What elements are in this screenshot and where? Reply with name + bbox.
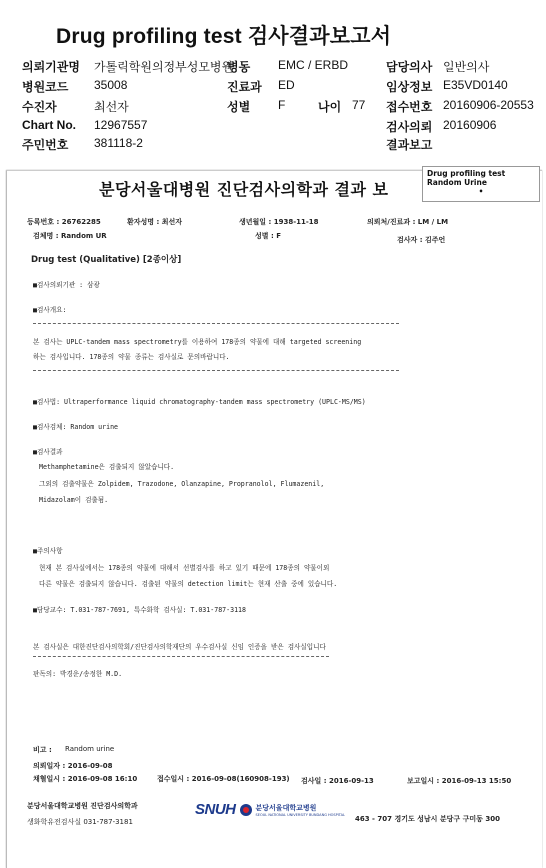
caution-line-2: 다른 약물은 검출되지 않습니다. 검출된 약물의 detection limit는 현재 산출 중에 있습니다. <box>39 580 338 588</box>
snuh-wordmark: SNUH <box>195 801 236 818</box>
overview-line-1: 본 검사는 UPLC-tandem mass spectrometry를 이용하여 178종의 약물에 대해 targeted screening <box>33 338 362 346</box>
divider <box>33 370 399 371</box>
patient-value: 최선자 <box>94 100 129 114</box>
result-report-label: 결과보고 <box>386 138 433 152</box>
hospital-code-label: 병원코드 <box>22 80 69 94</box>
test-stamp <box>422 166 540 202</box>
test-date: 검사일 : 2016-09-13 <box>301 777 374 785</box>
note-value: Random urine <box>65 745 115 753</box>
hospital-code-value: 35008 <box>94 78 128 92</box>
examiner: 검사자 : 김주언 <box>397 236 446 244</box>
request-date: 의뢰일자 : 2016-09-08 <box>33 762 113 770</box>
test-request-label: 검사의뢰 <box>386 120 433 134</box>
caution-line-1: 현재 본 검사실에서는 178종의 약물에 대해서 선별검사를 하고 있기 때문에 178종의 약물이외 <box>39 564 330 572</box>
snuh-emblem-icon <box>240 804 252 816</box>
document-title: Drug profiling test 검사결과보고서 <box>56 25 392 48</box>
hospital-report-title: 분당서울대병원 진단검사의학과 결과 보 <box>99 180 389 199</box>
age-label: 나이 <box>318 100 342 114</box>
chart-no-label: Chart No. <box>22 118 76 132</box>
caution-heading: ■주의사항 <box>33 547 63 555</box>
clinical-info-label: 임상정보 <box>386 80 433 94</box>
attending-value: 일반의사 <box>443 60 490 74</box>
stamp-line-2: Random Urine <box>427 178 487 187</box>
stamp-line-1: Drug profiling test <box>427 169 506 178</box>
resident-no-value: 381118-2 <box>94 136 143 150</box>
age-value: 77 <box>352 98 366 112</box>
sex-label: 성별 <box>227 100 251 114</box>
receipt-no-value: 20160906-20553 <box>443 98 534 112</box>
divider <box>33 323 399 324</box>
dept-value: ED <box>278 78 295 92</box>
overview-line-2: 하는 검사입니다. 178종의 약물 종류는 검사실로 문의바랍니다. <box>33 353 230 361</box>
contact-info: ■담당교수: T.031-787-7691, 특수화학 검사실: T.031-787-3118 <box>33 606 246 614</box>
result-line-2: 그외의 검출약물은 Zolpidem, Trazodone, Olanzapine, Propranolol, Flumazenil, <box>39 480 325 488</box>
receipt-datetime: 접수일시 : 2016-09-08(160908-193) <box>157 775 290 783</box>
requesting-institution: ■검사의뢰기관 : 삼광 <box>33 281 100 289</box>
stamp-line-3: • <box>478 187 484 196</box>
requesting-org-label: 의뢰기관명 <box>22 60 80 74</box>
patient-sex: 성별 : F <box>255 232 281 240</box>
ward-label: 병동 <box>227 60 251 74</box>
test-specimen: ■검사검체: Random urine <box>33 423 119 431</box>
test-method: ■검사법: Ultraperformance liquid chromatography-tandem mass spectrometry (UPLC-MS/MS) <box>33 398 366 406</box>
chart-no-value: 12967557 <box>94 118 148 132</box>
snuh-hospital-name: 분당서울대학교병원 <box>255 803 317 812</box>
patient-name: 환자성명 : 최선자 <box>127 218 183 226</box>
report-header <box>0 0 546 166</box>
snuh-hospital-subtitle: SEOUL NATIONAL UNIVERSITY BUNDANG HOSPITAL <box>255 812 345 817</box>
clinical-info-value: E35VD0140 <box>443 78 508 92</box>
resident-no-label: 주민번호 <box>22 138 69 152</box>
footer-address: 463 - 707 경기도 성남시 분당구 구미동 300 <box>355 815 500 823</box>
patient-label: 수진자 <box>22 100 57 114</box>
footer-lab-phone: 생화학유전검사실 031-787-3181 <box>27 818 133 826</box>
receipt-no-label: 접수번호 <box>386 100 433 114</box>
snuh-logo <box>195 801 345 818</box>
sex-value: F <box>278 98 286 112</box>
attending-label: 담당의사 <box>386 60 433 74</box>
overview-heading: ■검사개요: <box>33 306 67 314</box>
divider <box>33 656 329 657</box>
report-datetime: 보고일시 : 2016-09-13 15:50 <box>407 777 512 785</box>
specimen-name: 검체명 : Random UR <box>33 232 107 240</box>
birth-date: 생년월일 : 1938-11-18 <box>239 218 319 226</box>
note-label: 비고 : <box>33 746 52 754</box>
test-name: Drug test (Qualitative) [2종이상] <box>31 255 182 265</box>
accreditation-note: 본 검사실은 대한진단검사의학회/진단검사의학재단의 우수검사실 신임 인증을 받은 검사실입니다 <box>33 643 326 651</box>
test-request-value: 20160906 <box>443 118 497 132</box>
reading-physicians: 판독의: 박경운/송정한 M.D. <box>33 670 123 678</box>
requester-dept: 의뢰처/진료과 : LM / LM <box>367 218 449 226</box>
result-heading: ■검사결과 <box>33 448 63 456</box>
requesting-org-value: 가톨릭학원의정부성모병원 <box>94 60 234 74</box>
footer-department: 분당서울대학교병원 진단검사의학과 <box>27 802 138 810</box>
ward-value: EMC / ERBD <box>278 58 349 72</box>
collection-datetime: 채혈일시 : 2016-09-08 16:10 <box>33 775 138 783</box>
dept-label: 진료과 <box>227 80 262 94</box>
registration-number: 등록번호 : 26762285 <box>27 218 101 226</box>
scanned-report <box>6 170 542 868</box>
result-line-3: Midazolam이 검출됨. <box>39 496 109 504</box>
result-line-1: Methamphetamine은 검출되지 않았습니다. <box>39 463 175 471</box>
